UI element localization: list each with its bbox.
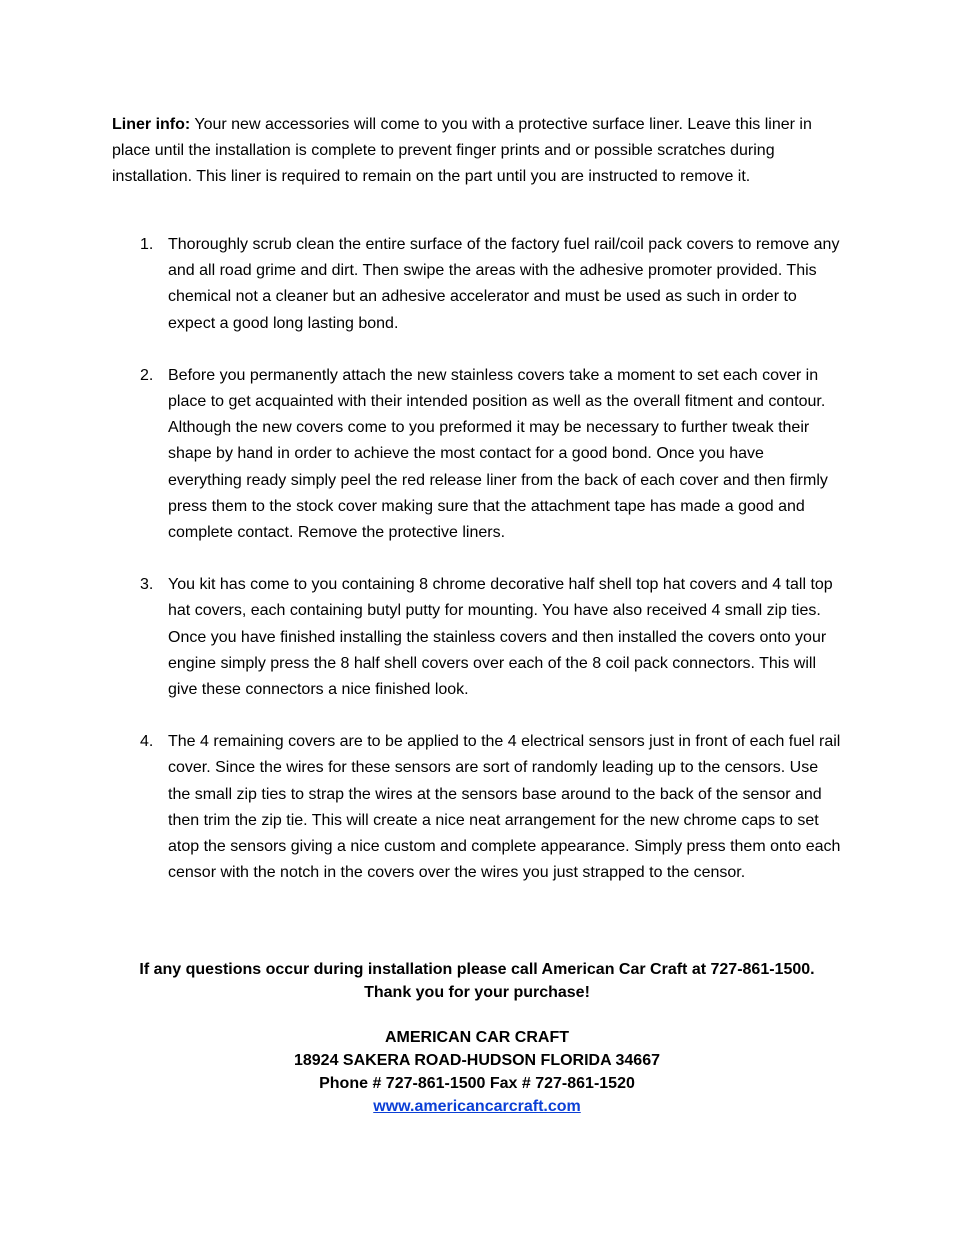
step-text: Thoroughly scrub clean the entire surface of the factory fuel rail/coil pack covers to remove any and all road grime and dirt. Then swipe the areas with the adhesive promoter provided. This chemical not a cleaner but an adhesive accelerator and must be used as such in order to expect a good long lasting bond. xyxy=(168,236,840,332)
list-item xyxy=(112,572,842,703)
company-phone-fax: Phone # 727-861-1500 Fax # 727-861-1520 xyxy=(319,1075,635,1092)
step-text: Before you permanently attach the new stainless covers take a moment to set each cover in place to get acquainted with their intended position as well as the overall fitment and contour. Although the new covers come to you preformed it may be necessary to further tweak their shape by hand in order to achieve the most contact for a good bond. Once you have everything ready simply peel the red release liner from the back of each cover and then firmly press them to the stock cover making sure that the attachment tape has made a good and complete contact. Remove the protective liners. xyxy=(168,366,828,542)
step-text: The 4 remaining covers are to be applied to the 4 electrical sensors just in front of each fuel rail cover. Since the wires for these sensors are sort of randomly leading up to the censors. Use the small zip ties to strap the wires at the sensors base around to the back of the sensor and then trim the zip tie. This will create a nice neat arrangement for the new chrome caps to set atop the sensors giving a nice custom and complete appearance. Simply press them onto each censor with the notch in the covers over the wires you just strapped to the censor. xyxy=(168,733,841,882)
list-item xyxy=(112,729,842,886)
step-number: 1. xyxy=(140,236,154,253)
list-item xyxy=(112,232,842,337)
step-number: 2. xyxy=(140,366,154,384)
installation-steps-list xyxy=(112,232,842,912)
company-address-block xyxy=(112,1026,842,1118)
website-link[interactable]: www.americancarcraft.com xyxy=(373,1098,581,1115)
questions-line: If any questions occur during installation please call American Car Craft at 727-861-1500. xyxy=(139,961,815,978)
step-number: 3. xyxy=(140,576,154,594)
step-text: You kit has come to you containing 8 chrome decorative half shell top hat covers and 4 tall top hat covers, each containing butyl putty for mounting. You have also received 4 small zip ties. Once you have finished installing the stainless covers and then installed the covers onto your engine simply press the 8 half shell covers over each of the 8 coil pack connectors. This will give these connectors a nice finished look. xyxy=(168,576,833,699)
list-item xyxy=(112,363,842,546)
step-number: 4. xyxy=(140,733,154,751)
liner-info-text: Your new accessories will come to you with a protective surface liner. Leave this liner in place until the installation is complete to prevent finger prints and or possible scratches during installation. This liner is required to remain on the part until you are instructed to remove it. xyxy=(112,116,812,185)
company-address: 18924 SAKERA ROAD-HUDSON FLORIDA 34667 xyxy=(293,1052,660,1069)
liner-info-paragraph xyxy=(112,112,842,190)
liner-info-label: Liner info: xyxy=(112,116,191,133)
thank-you-line: Thank you for your purchase! xyxy=(364,984,590,1001)
contact-notice xyxy=(112,958,842,1004)
company-name: AMERICAN CAR CRAFT xyxy=(385,1029,569,1046)
